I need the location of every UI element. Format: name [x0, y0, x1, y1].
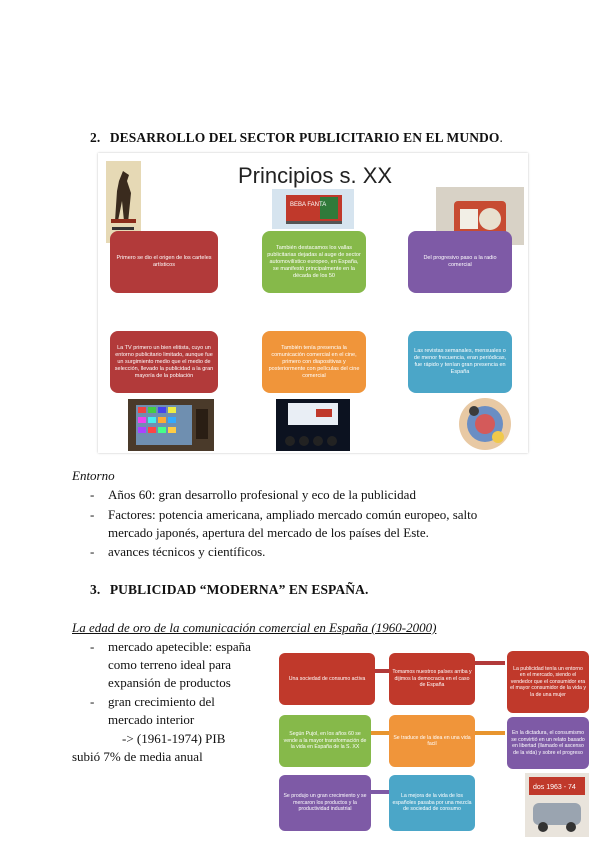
box-mejora-vida: La mejora de la vida de los españoles pasaba por una mezcla de sociedad de consumo: [389, 775, 475, 831]
diagram-principios-siglo-xx: [98, 153, 528, 453]
box-vida-facil: Se traduce de la idea en una vida facil: [389, 715, 475, 767]
box-paises-democracia: Tomamos nuestros países arriba y dijimos la democracia en el caso de España: [389, 653, 475, 705]
entorno-item-3: avances técnicos y científicos.: [108, 544, 266, 559]
entorno-label: Entorno: [72, 468, 115, 483]
retro-ad-image: [525, 773, 589, 837]
edad-oro-line-5: mercado interior: [108, 712, 195, 727]
entorno-bullet: -: [90, 507, 95, 522]
connector: [475, 731, 505, 735]
diagram-edad-oro: [275, 647, 591, 840]
billboard-image: [272, 189, 354, 229]
box-tv-elitista: La TV primero un bien elitista, cuyo un entorno publicitario limitado, aunque fue un surgimiento medio que el medio de selección, llevado la publicidad a la gran mayoría de la población: [110, 331, 218, 393]
section3-number: 3.: [90, 582, 101, 597]
section3-heading: [90, 582, 368, 598]
billboard-text: BEBA FANTA: [290, 202, 327, 208]
edad-oro-line-4: gran crecimiento del: [108, 694, 215, 709]
entorno-item-2: Factores: potencia americana, ampliado mercado común europeo, salto: [108, 507, 478, 522]
edad-oro-line-1: mercado apetecible: españa: [108, 639, 251, 654]
box-radio-comercial: Del progresivo paso a la radio comercial: [408, 231, 512, 293]
vintage-tv-image: [128, 399, 214, 451]
section2-number: 2.: [90, 130, 101, 145]
edad-oro-line-2: como terreno ideal para: [108, 657, 232, 672]
section2-heading: [90, 130, 503, 146]
box-crecimiento-productos: Se produjo un gran crecimiento y se mercaron los productos y la productividad industrial: [279, 775, 371, 831]
entorno-item-2-continued: mercado japonés, apertura del mercado de los países del Este.: [108, 525, 429, 540]
connector: [371, 790, 389, 794]
box-vallas-publicitarias: También destacamos los vallas publicitarias dejadas al auge de sector automovilístico europeo, en España, se manifestó principalmente en la década de los 50: [262, 231, 366, 293]
entorno-bullet: -: [90, 544, 95, 559]
edad-oro-line-6: -> (1961-1974) PIB: [122, 731, 226, 746]
edad-oro-subtitle: La edad de oro de la comunicación comercial en España (1960-2000): [72, 620, 437, 635]
section2-title: DESARROLLO DEL SECTOR PUBLICITARIO EN EL MUNDO: [109, 130, 500, 145]
edad-oro-bullet: -: [90, 639, 95, 654]
connector: [375, 669, 389, 673]
magazines-collage-image: [456, 397, 514, 451]
diagram1-title: Principios s. XX: [238, 163, 393, 188]
connector: [371, 731, 389, 735]
cinema-image: [276, 399, 350, 451]
box-cine: También tenía presencia la comunicación comercial en el cine, primero con diapositivas y posteriormente con películas del cine comercial: [262, 331, 366, 393]
box-dictadura-consumismo: En la dictadura, el consumismo se convirtió en un relato basado en libertad (llamado el ascenso de la vida) y sobre el progreso: [507, 717, 589, 769]
entorno-bullet: -: [90, 487, 95, 502]
box-sociedad-consumo: Una sociedad de consumo activa: [279, 653, 375, 705]
box-publicidad-mercado: La publicidad tenía un entorno en el mercado, siendo el vendedor que el consumidor era el mayor consumidor de la vida y la de una mujer: [507, 651, 589, 713]
entorno-item-1: Años 60: gran desarrollo profesional y eco de la publicidad: [108, 487, 416, 502]
edad-oro-line-3: expansión de productos: [108, 675, 231, 690]
section2-period: .: [499, 130, 503, 145]
box-carteles-artisticos: Primero se dio el origen de los carteles artísticos: [110, 231, 218, 293]
edad-oro-bullet: -: [90, 694, 95, 709]
connector: [475, 661, 505, 665]
box-segun-pujol: Según Pujol, en los años 60 se vende a la mayor transformación de la vida en España de la S. XX: [279, 715, 371, 767]
box-revistas: Las revistas semanales, mensuales o de menor frecuencia, eran periódicas, fue rápido y tenían gran presencia en España: [408, 331, 512, 393]
edad-oro-line-7: subió 7% de media anual: [72, 749, 203, 764]
section3-title: PUBLICIDAD “MODERNA” EN ESPAÑA.: [109, 582, 369, 597]
retro-ad-text: dos 1963 - 74: [533, 784, 576, 791]
